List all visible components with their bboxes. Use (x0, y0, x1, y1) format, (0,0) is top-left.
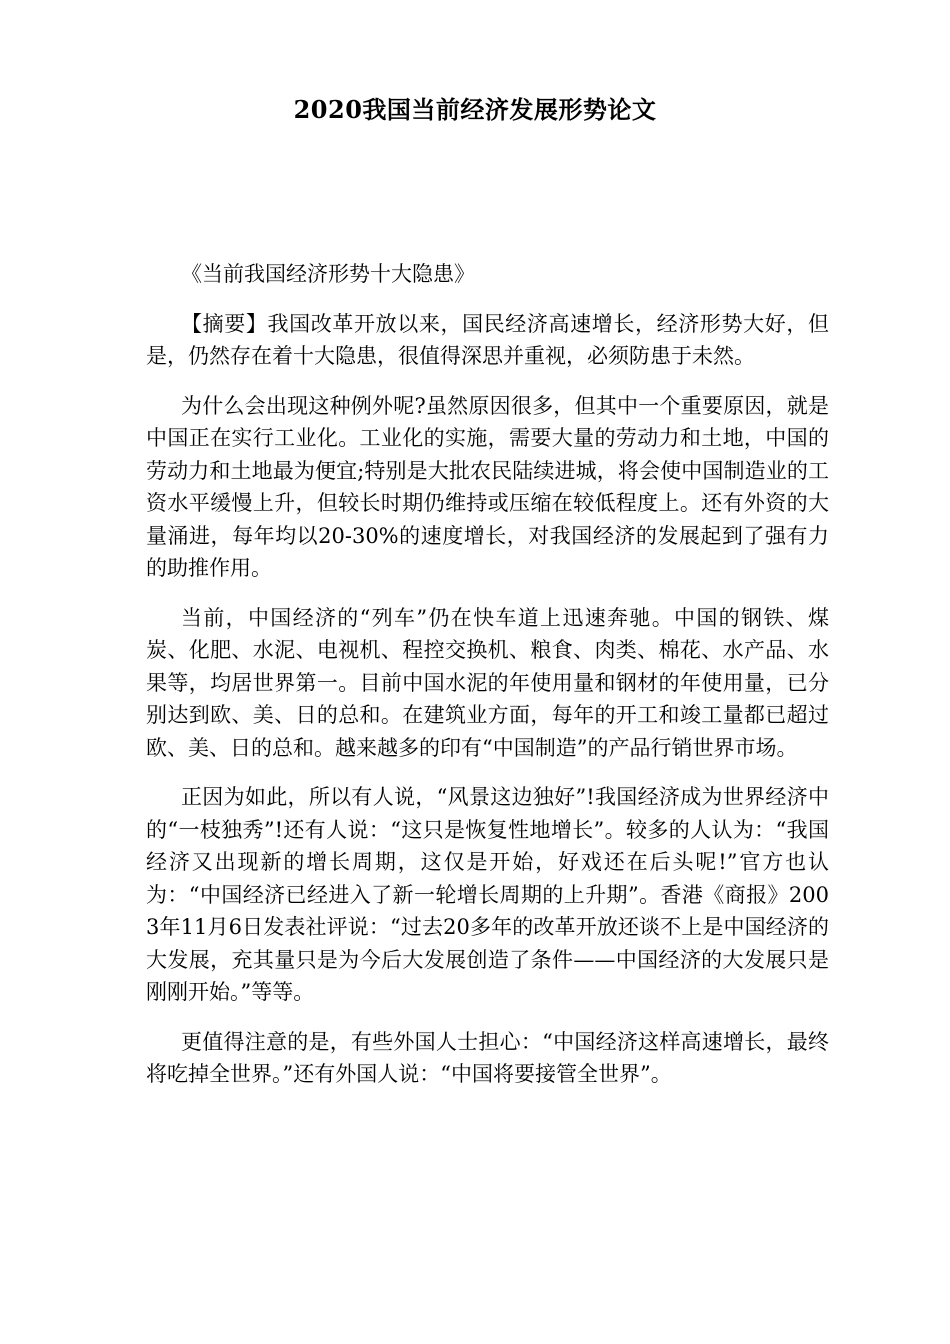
paragraph-article-title: 《当前我国经济形势十大隐患》 (181, 262, 475, 286)
paragraph-foreign-concerns: 更值得注意的是，有些外国人士担心：“中国经济这样高速增长，最终将吃掉全世界。”还有外国人说：“中国将要接管全世界”。 (146, 1029, 829, 1086)
document-title: 2020我国当前经济发展形势论文 (293, 95, 657, 124)
paragraph-abstract: 【摘要】我国改革开放以来，国民经济高速增长，经济形势大好，但是，仍然存在着十大隐患，很值得深思并重视，必须防患于未然。 (146, 311, 829, 368)
paragraph-opinions: 正因为如此，所以有人说，“风景这边独好”!我国经济成为世界经济中的“一枝独秀”!还有人说：“这只是恢复性地增长”。较多的人认为：“我国经济又出现新的增长周期，这仅是开始，好戏还在后头呢!”官方也认为：“中国经济已经进入了新一轮增长周期的上升期”。香港《商报》2003年11月6日发表社评说：“过去20多年的改革开放还谈不上是中国经济的大发展，充其量只是为今后大发展创造了条件——中国经济的大发展只是刚刚开始。”等等。 (146, 785, 829, 1004)
document-body (146, 258, 829, 1091)
paragraph-current-economy: 当前，中国经济的“列车”仍在快车道上迅速奔驰。中国的钢铁、煤炭、化肥、水泥、电视机、程控交换机、粮食、肉类、棉花、水产品、水果等，均居世界第一。目前中国水泥的年使用量和钢材的年使用量，已分别达到欧、美、日的总和。在建筑业方面，每年的开工和竣工量都已超过欧、美、日的总和。越来越多的印有“中国制造”的产品行销世界市场。 (146, 605, 829, 760)
paragraph-reason: 为什么会出现这种例外呢?虽然原因很多，但其中一个重要原因，就是中国正在实行工业化。工业化的实施，需要大量的劳动力和土地，中国的劳动力和土地最为便宜;特别是大批农民陆续进城，将会使中国制造业的工资水平缓慢上升，但较长时期仍维持或压缩在较低程度上。还有外资的大量涌进，每年均以20-30%的速度增长，对我国经济的发展起到了强有力的助推作用。 (146, 393, 829, 580)
